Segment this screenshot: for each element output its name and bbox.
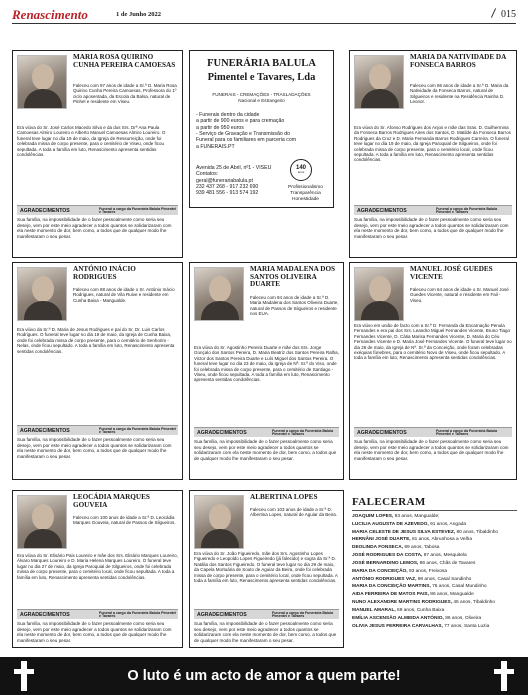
faleceram-item <box>352 514 517 520</box>
acknowledgements-title: AGRADECIMENTOS <box>20 612 70 618</box>
acknowledgements-title: AGRADECIMENTOS <box>357 430 407 436</box>
faleceram-name: MARIA CELESTE DE JESUS SILVA ESTEVEZ, <box>352 529 456 535</box>
obituary-intro: Faleceu com 88 anos de idade o Sr. António Inácio Rodrigues, natural de Vila Ruive e residente em Cunha Baixa - Mangualde. <box>73 287 175 303</box>
funeral-home-credit: Funeral a cargo da Funerária Balula Pimentel e Tavares <box>272 428 334 437</box>
ad-line: a FUNERAIS.PT <box>196 143 235 150</box>
obituary-intro: Faleceu com 100 anos de idade a Sr.ª D. Leocádia Marques Gouveia, natural de Passos de Silgueiros. <box>73 515 176 526</box>
ad-address: Avenida 25 de Abril, nº1 - VISEU <box>196 165 272 171</box>
faleceram-item <box>352 553 517 559</box>
page-number: 015 <box>501 9 516 20</box>
deceased-name: MANUEL JOSÉ GUEDES VICENTE <box>410 265 493 281</box>
faleceram-name: MARIA DA CONCEIÇÃO MARTINS, <box>352 584 431 590</box>
funeral-home-credit: Funeral a cargo da Funerária Balula Pimentel e Tavares <box>99 610 177 619</box>
faleceram-item <box>352 577 517 583</box>
acknowledgements-bar <box>354 427 512 437</box>
faleceram-item <box>352 616 517 622</box>
acknowledgements-bar <box>354 205 512 215</box>
page-header <box>12 6 516 24</box>
acknowledgements-title: AGRADECIMENTOS <box>197 612 247 618</box>
obituary-card <box>12 262 183 480</box>
faleceram-detail: 69 anos, Cunha Baixa <box>395 607 445 613</box>
funeral-home-credit: Funeral a cargo da Funerária Balula Pimentel e Tavares <box>436 206 498 215</box>
faleceram-item <box>352 584 517 590</box>
acknowledgements-bar <box>17 425 178 435</box>
banner-message: O luto é um acto de amor a quem parte! <box>127 668 401 684</box>
faleceram-detail: 86 anos, Mangualde <box>428 592 474 598</box>
ad-email: geral@funerariabalula.pt <box>196 177 253 184</box>
ad-phones: 232 437 268 - 917 232 690 <box>196 184 259 191</box>
newspaper-logo: Renascimento <box>12 7 88 22</box>
deceased-name: MARIA MADALENA DOS SANTOS OLIVEIRA DUARTE <box>250 265 336 289</box>
acknowledgements-title: AGRADECIMENTOS <box>197 430 247 436</box>
faleceram-detail: 98 anos, Casal Sandinho <box>416 576 472 582</box>
acknowledgements-title: AGRADECIMENTOS <box>20 208 70 214</box>
acknowledgements-title: AGRADECIMENTOS <box>20 428 70 434</box>
obituary-card <box>12 50 183 258</box>
obituary-text: Era viúva do Sr. José Carlos Macedo Silva e da dos Srs. Drª Ana Paula Camoesas Almiro Loureiro e Alberto Manuel Camoesas Almiro Loureiro. O funeral teve lugar no dia 19 de maio, da Igreja de Ressurreição, onde foi celebrada missa de corpo presente, para o cemitério de Viseu, onde ficou sepultada. A toda a família em luto, Renascimento apresenta sentidas condolências. <box>17 125 166 157</box>
ad-value: Profissionalismo <box>288 185 323 190</box>
ad-value: Transparência <box>290 190 321 196</box>
deceased-name: MARIA DA NATIVIDADE DA FONSECA BARROS <box>410 53 506 69</box>
header-slash <box>491 8 496 17</box>
acknowledgements-text: Sua família, na impossibilidade de o fazer pessoalmente como seria seu desejo, vem por este meio agradecer a todos quantos se solidarizaram com ela neste momento de dor, bem como, a todos que de qualquer modo lhe manifestaram o seu pesar. <box>194 621 337 643</box>
obituary-intro: Faleceu com 97 anos de idade a Sr.ª D. Maria Rosa Quirino Cunha Pereira Camoesas, Professora do 1º ciclo aposentada, da Escola da Balsa, natural de Pinhel e residente em Viseu. <box>73 83 177 105</box>
portrait-photo <box>17 55 67 109</box>
ad-contacts-label: Contatos: <box>196 171 219 178</box>
faleceram-detail: 86 anos, Oliveira <box>443 615 482 621</box>
faleceram-detail: 80 anos, Tibaldinho <box>455 529 499 535</box>
faleceram-items <box>352 514 517 630</box>
deceased-name: ALBERTINA LOPES <box>250 493 318 501</box>
ad-phones: 939 481 556 - 913 574 192 <box>196 190 259 197</box>
ad-price-list <box>196 112 327 150</box>
ad-line: a partir de 950 euros <box>196 124 244 131</box>
faleceram-item <box>352 600 517 606</box>
cross-icon <box>494 661 514 691</box>
acknowledgements-bar <box>17 205 178 215</box>
faleceram-name: OLIVIA JESUS FERREIRA CARVALHAS, <box>352 623 443 629</box>
faleceram-name: JOAQUIM LOPES, <box>352 513 394 519</box>
funeral-home-credit: Funeral a cargo da Funerária Balula Pimentel e Tavares <box>99 426 177 435</box>
faleceram-detail: 76 anos, Casal Mundinho <box>430 584 487 590</box>
faleceram-item <box>352 545 517 551</box>
faleceram-item <box>352 569 517 575</box>
funeral-home-credit: Funeral a cargo da Funerária Balula Pimentel e Tavares <box>436 428 498 437</box>
faleceram-detail: 89 anos, Tabosa <box>403 545 440 551</box>
ad-line: - Serviço de Gravação e Transmissão do <box>196 131 290 138</box>
obituary-text: Era viúvo da Sr.ª D. Maria de Jesus Rodrigues e pai do Sr. Dr. Luis Carlos Rodrigues. O funeral teve lugar no dia 19 de maio, da Igreja de Cunha Baixa, onde foi celebrada missa de corpo presente, para o cemitério de Senhorim - Nelas, onde ficou sepultado. A toda a família em luto, Renascimento apresenta sentidas condolências. <box>17 327 175 354</box>
faleceram-name: MANUEL AMARAL, <box>352 607 396 613</box>
acknowledgements-text: Sua família, na impossibilidade de o fazer pessoalmente como seria seu desejo, vem por este meio agradecer a todos quantos se solidarizaram com ela neste momento de dor, bem como, a todos que de qualquer modo lhe manifestaram o seu pesar. <box>17 217 172 239</box>
ad-subtitle: Pimentel e Tavares, Lda <box>207 72 316 83</box>
faleceram-name: EMÍLIA ASCENSÃO ALMEIDA ANTÓNIO, <box>352 615 444 621</box>
ad-values <box>278 185 333 202</box>
faleceram-name: MARIA DA CONCEIÇÃO, <box>352 568 408 574</box>
funeral-home-ad <box>189 50 334 208</box>
acknowledgements-title: AGRADECIMENTOS <box>357 208 407 214</box>
faleceram-detail: 81 anos, Abrunhosa a Velha <box>410 537 472 543</box>
obituary-card <box>189 262 344 480</box>
obituary-text: Era viúva do Sr. Agostinho Pereira Duarte e mãe dos Srs. Jorge Gonçalo dos Santos Pereira, D. Maria Beatriz dos Santos Pereira Ralha, Victor dos Santos Pereira Duarte e Luís Miguel dos Santos Pereira. O funeral teve lugar no dia 23 de maio, da Igreja de Nª. Sr.ª do Viso, onde foi celebrada missa de corpo presente, para o cemitério de Santiago - Viseu, onde ficou sepultada. A toda a família em luto, Renascimento apresenta sentidas condolências. <box>194 345 339 383</box>
faleceram-item <box>352 522 517 528</box>
acknowledgements-text: Sua família, na impossibilidade de o fazer pessoalmente como seria seu desejo, vem por este meio agradecer a todos quantos se solidarizaram com ela neste momento de dor, bem como, a todos que de qualquer modo lhe manifestaram o seu pesar. <box>194 439 337 461</box>
ad-line: - Funerais dentro da cidade <box>196 112 260 118</box>
faleceram-detail: 87 anos, Mesquitela <box>422 553 467 559</box>
faleceram-item <box>352 592 517 598</box>
portrait-photo <box>354 267 404 321</box>
faleceram-item <box>352 537 517 543</box>
faleceram-name: JOSÉ BERNARDINO LEMOS, <box>352 560 419 566</box>
obituary-intro: Faleceu com 86 anos de idade a Sr.ª D. Maria da Natividade da Fonseca Barros, natural de Silgueiros e residente na Residência Rainha D. Leonor. <box>410 83 509 105</box>
faleceram-detail: 45 anos, Tibaldinho <box>452 600 495 606</box>
obituary-intro: Faleceu com 103 anos de idade a Sr.ª D. Albertina Lopes, natural de Aguiar da Beira. <box>250 507 338 518</box>
faleceram-detail: 91 anos, Angada <box>428 521 467 527</box>
portrait-photo <box>17 495 67 549</box>
acknowledgements-bar <box>17 609 178 619</box>
obituary-text: Era viúva do Sr. Elisário Pais Loureiro e mãe dos Srs. Elisário Marques Loureiro, Álvaro Marques Loureiro e D. Maria Helena Marques Loureiro. O funeral teve lugar no dia 27 de maio, da Igreja Paroquial de Silgueiros, onde foi celebrada missa de corpo presente, para o cemitério local, onde ficou sepultada. A toda a família em luto, Renascimento apresenta sentidas condolências. <box>17 553 178 580</box>
obituary-text: Era viúva do Sr. Afonso Rodrigues dos Anjos e mãe das Sras. D. Guilhermina da Fonseca Barros Rodrigues Aires dos Santos, D. Matilde da Fonseca Barros Rodrigues da Cruz e D. Maria Fernanda Barros Rodrigues Carreira. O funeral teve lugar no dia 19 de maio, da Igreja Paroquial de Silgueiros, onde foi celebrada missa de corpo presente, para o cemitério local, onde ficou sepultada. A toda a família em luto, Renascimento apresenta sentidas condolências. <box>354 125 511 163</box>
deceased-name: ANTÓNIO INÁCIO RODRIGUES <box>73 265 136 281</box>
obituary-card <box>349 50 517 258</box>
obituary-intro: Faleceu com 64 anos de idade o Sr. Manuel José Guedes Vicente, natural e residente em Fail - Viseu. <box>410 287 509 303</box>
portrait-photo <box>194 267 244 321</box>
faleceram-item <box>352 624 517 630</box>
faleceram-detail: 93 anos, Mangualde; <box>393 513 440 519</box>
acknowledgements-text: Sua família, na impossibilidade de o fazer pessoalmente como seria seu desejo, vem por este meio agradecer a todos quantos se solidarizaram com ela neste momento de dor, bem como, a todos que de qualquer modo lhe manifestaram o seu pesar. <box>17 437 172 459</box>
seal-word: anos <box>297 170 305 174</box>
faleceram-name: LUCILIA AUGUSTA DE AZEVEDO, <box>352 521 429 527</box>
deceased-name: LEOCÁDIA MARQUES GOUVEIA <box>73 493 150 509</box>
portrait-photo <box>17 267 67 321</box>
faleceram-list <box>352 496 517 648</box>
faleceram-detail: 93 anos, Freixosa <box>407 568 448 574</box>
acknowledgements-text: Sua família, na impossibilidade de o fazer pessoalmente como seria seu desejo, vem por este meio agradecer a todos quantos se solidarizaram com ela neste momento de dor, bem como, a todos que de qualquer modo lhe manifestaram o seu pesar. <box>17 621 172 643</box>
ad-scope: Nacional e Estrangeiro <box>238 98 285 103</box>
faleceram-item <box>352 608 517 614</box>
funeral-home-credit: Funeral a cargo da Funerária Balula Pimentel e Tavares <box>99 206 177 215</box>
ad-line: a partir de 900 euros e para cremação <box>196 118 285 125</box>
obituary-intro: Faleceu com 94 anos de idade a Sr.ª D. Maria Madalena dos Santos Oliveira Duarte, natural de Passos de Silgueiros e residente nos EUA. <box>250 295 339 317</box>
faleceram-name: ANTÓNIO RODRIGUES VAZ, <box>352 576 417 582</box>
deceased-name: MARIA ROSA QUIRINO CUNHA PEREIRA CAMOESAS <box>73 53 176 69</box>
faleceram-detail: 86 anos, Chãs de Tavares <box>418 560 476 566</box>
obituary-card <box>12 490 183 648</box>
funeral-home-credit: Funeral a cargo da Funerária Balula Pimentel e Tavares <box>272 610 334 619</box>
faleceram-name: AIDA FERREIRA DE MATOS PAIS, <box>352 592 429 598</box>
faleceram-item <box>352 530 517 536</box>
faleceram-detail: 77 anos, Santa Luzia <box>442 623 490 629</box>
acknowledgements-bar <box>194 609 339 619</box>
footer-banner <box>0 657 528 695</box>
faleceram-name: DEOLINDA FONSECA, <box>352 545 403 551</box>
faleceram-name: JOSÉ RODRIGUES DA COSTA, <box>352 553 423 559</box>
acknowledgements-text: Sua família, na impossibilidade de o fazer pessoalmente como seria seu desejo, vem por este meio agradecer a todos quantos se solidarizaram com ela neste momento de dor, bem como, a todos que de qualquer modo lhe manifestaram o seu pesar. <box>354 217 509 239</box>
ad-title: FUNERÁRIA BALULA <box>207 58 316 69</box>
seal-number: 140 <box>295 165 306 171</box>
portrait-photo <box>354 55 404 109</box>
ad-contacts <box>196 165 271 197</box>
faleceram-item <box>352 561 517 567</box>
anniversary-seal <box>290 159 312 181</box>
acknowledgements-bar <box>194 427 339 437</box>
obituary-card <box>349 262 517 480</box>
obituary-text: Era viúvo em união de facto com a Sr.ª D. Fernanda da Encarnação Penula Fernandes e era pai dos Srs. Leandro Miguel Fernandes Vicente, Bruno Tiago Fernandes Vicente, D. Cátia Marisa Fernandes Vicente, D. Maria do Céu Fernandes Vicente e D. Maria José Fernandes Vicente. O funeral teve lugar no dia 26 de maio, da Igreja de Nª. Sr.ª da Conceição, onde foram celebradas exéquias fúnebres, para o cemitério Novo de Viseu, onde ficou sepultado. A toda a família em luto, Renascimento apresenta sentidas condolências. <box>354 323 512 361</box>
faleceram-name: NUNO ALEXANDRE MARTINS RODRIGUES, <box>352 600 453 606</box>
obituary-text: Era viúva do Sr. João Figueiredo, mãe dos Srs. Agostinho Lopes Figueiredo e Leopoldo Lopes Figueiredo (já falecido) e sogra da Sr.ª D. Natália dos Santos Figueiredo. O funeral teve lugar no dia 29 de maio, da Capela Mortuária de Souto de Aguiar da Beira, onde foi celebrada missa de corpo presente, para o cemitério local, onde ficou sepultada. A toda a família em luto, Renascimento apresenta sentidas condolências. <box>194 551 338 583</box>
faleceram-name: HERNÂNI JOSÉ DUARTE, <box>352 537 411 543</box>
ad-line: Funeral para os familiares em parceria com <box>196 137 297 144</box>
acknowledgements-text: Sua família, na impossibilidade de o fazer pessoalmente como seria seu desejo, vem por este meio agradecer a todos quantos se solidarizaram com ela neste momento de dor, bem como, a todos que de qualquer modo lhe manifestaram o seu pesar. <box>354 439 509 461</box>
portrait-photo <box>194 495 244 549</box>
ad-value: Honestidade <box>292 196 319 202</box>
faleceram-title: FALECERAM <box>352 496 517 511</box>
ad-services: FUNERAIS - CREMAÇÕES - TRASLADAÇÕES <box>212 92 311 97</box>
issue-date: 1 de Junho 2022 <box>116 11 161 18</box>
obituary-card <box>189 490 344 648</box>
